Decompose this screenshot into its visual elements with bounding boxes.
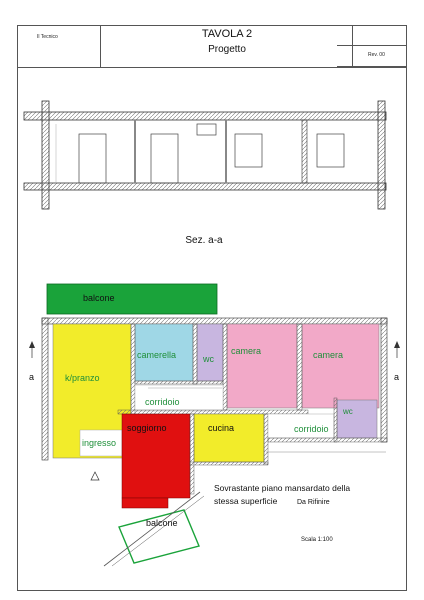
entry-triangle-icon [91,472,99,480]
wall-wc-right [223,324,227,410]
room-soggiorno-ext [122,498,168,508]
label-corridoio1: corridoio [145,397,180,407]
section-window-2 [317,134,344,167]
wall-bottom-right [268,438,387,442]
section-label: Sez. a-a [185,235,223,246]
rev-label: Rev. 00 [368,52,385,58]
label-corridoio2: corridoio [294,424,329,434]
label-camerella: camerella [137,350,177,360]
section-window-1 [235,134,262,167]
note-line-1: Sovrastante piano mansardato della [214,483,351,493]
label-ingresso: ingresso [82,438,117,448]
label-camera1: camera [231,346,262,356]
note-line-2: stessa superficie [214,496,278,506]
section-arrow-left-icon [29,341,35,348]
room-camera2 [302,324,379,408]
section-window-small [197,124,216,135]
section-left-wall [42,101,49,209]
wall-camera-divider [297,324,302,410]
label-camera2: camera [313,350,344,360]
room-camera1 [227,324,297,408]
plan-right-wall [381,318,387,442]
section-door-1 [79,134,106,183]
wall-corridor-bottom [118,410,308,414]
section-marker-left-label: a [29,372,35,382]
label-wc1: wc [203,354,214,364]
label-kpranzo: k/pranzo [65,373,100,383]
wall-camerella-right [193,324,197,384]
section-door-2 [151,134,178,183]
section-drawing [24,101,386,209]
wall-cucina-bottom [190,462,268,465]
wall-corridor-top [135,381,223,384]
wall-kpranzo-right [131,324,135,414]
plan-left-wall [42,318,48,460]
section-right-wall [378,101,385,209]
label-soggiorno: soggiorno [127,423,167,433]
note-tag: Da Rifinire [297,499,330,506]
label-balcone-bottom: balcone [146,518,178,528]
section-partition-1 [302,120,307,183]
plan-top-wall [42,318,387,324]
wall-wc2-left [334,398,337,442]
room-cucina [194,414,264,462]
section-marker-right-label: a [394,372,400,382]
progetto-subtitle: Progetto [208,44,246,55]
room-wc2 [337,400,377,438]
section-roof-slab [24,112,386,120]
wall-soggiorno-right [190,414,194,494]
room-wc1 [197,324,223,381]
label-cucina: cucina [208,423,235,433]
section-floor-slab [24,183,386,190]
wall-cucina-right [264,414,268,464]
balcone-top-area [47,284,217,314]
tecnico-label: Il Tecnico [37,34,58,40]
section-partition-3 [225,120,227,183]
section-partition-2 [134,120,136,183]
label-wc2: wc [343,407,353,416]
tavola-title: TAVOLA 2 [201,28,253,40]
section-arrow-right-icon [394,341,400,348]
scale-label: Scala 1:100 [301,537,333,543]
label-balcone-top: balcone [83,293,115,303]
